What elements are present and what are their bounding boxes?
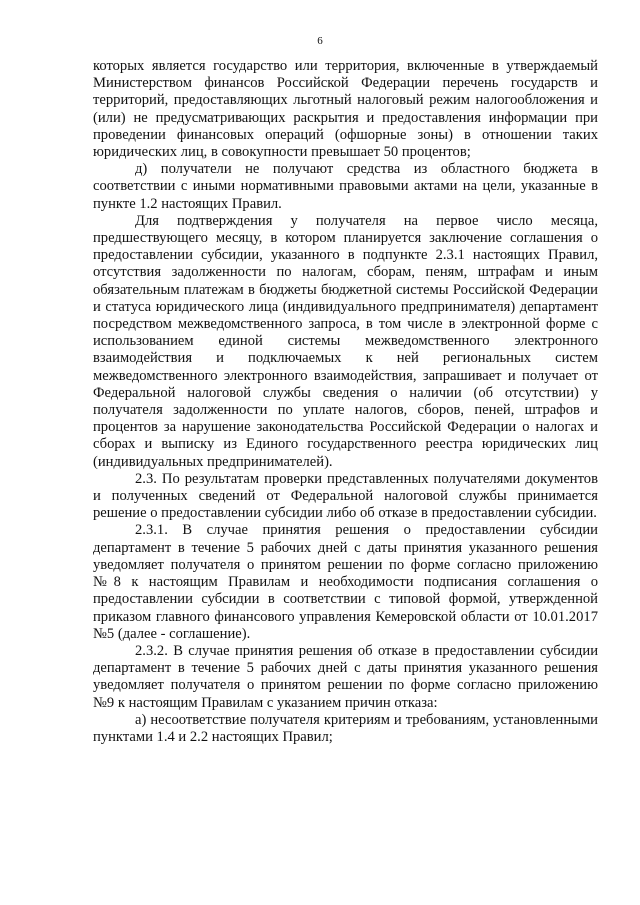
paragraph-confirmation: Для подтверждения у получателя на первое число месяца, предшествующего месяцу, в котором планируется заключение соглашения о предоставлении субсидии, указанного в подпункте 2.3.1 настоящих Правил, отсутствия задолженности по налогам, сборам, пеням, штрафам и иным обязательным платежам в бюджеты бюджетной системы Российской Федерации и статуса юридического лица (индивидуального предпринимателя) департамент посредством межведомственного запроса, в том числе в электронной форме с использованием единой системы межведомственного электронного взаимодействия и подключаемых к ней региональных систем межведомственного электронного взаимодействия, запрашивает и получает от Федеральной налоговой службы сведения о наличии (об отсутствии) у получателя задолженности по уплате налогов, сборов, пеней, штрафов и процентов за нарушение законодательства Российской Федерации о налогах и сборах и выписку из Единого государственного реестра юридических лиц (индивидуальных предпринимателей).: [93, 212, 598, 470]
page-number: 6: [317, 35, 323, 47]
paragraph-2-3-1: 2.3.1. В случае принятия решения о предоставлении субсидии департамент в течение 5 рабочих дней с даты принятия указанного решения уведомляет получателя о принятом решении по форме согласно приложению №8 к настоящим Правилам и необходимости подписания соглашения о предоставлении субсидии в соответствии с типовой формой, утвержденной приказом главного финансового управления Кемеровской области от 10.01.2017 №5 (далее - соглашение).: [93, 522, 598, 642]
paragraph-continuation: которых является государство или территория, включенные в утверждаемый Министерством финансов Российской Федерации перечень государств и территорий, предоставляющих льготный налоговый режим налогообложения и (или) не предусматривающих раскрытия и предоставления информации при проведении финансовых операций (офшорные зоны) в отношении таких юридических лиц, в совокупности превышает 50 процентов;: [93, 58, 598, 161]
document-body: [93, 58, 598, 746]
paragraph-item-d: д) получатели не получают средства из областного бюджета в соответствии с иными нормативными правовыми актами на цели, указанные в пункте 1.2 настоящих Правил.: [93, 161, 598, 212]
paragraph-2-3: 2.3. По результатам проверки представленных получателями документов и полученных сведений от Федеральной налоговой службы принимается решение о предоставлении субсидии либо об отказе в предоставлении субсидии.: [93, 470, 598, 522]
paragraph-2-3-2: 2.3.2. В случае принятия решения об отказе в предоставлении субсидии департамент в течение 5 рабочих дней с даты принятия указанного решения уведомляет получателя о принятом решении по форме согласно приложению №9 к настоящим Правилам с указанием причин отказа:: [93, 642, 598, 711]
paragraph-item-a: а) несоответствие получателя критериям и требованиям, установленными пунктами 1.4 и 2.2 настоящих Правил;: [93, 711, 598, 745]
